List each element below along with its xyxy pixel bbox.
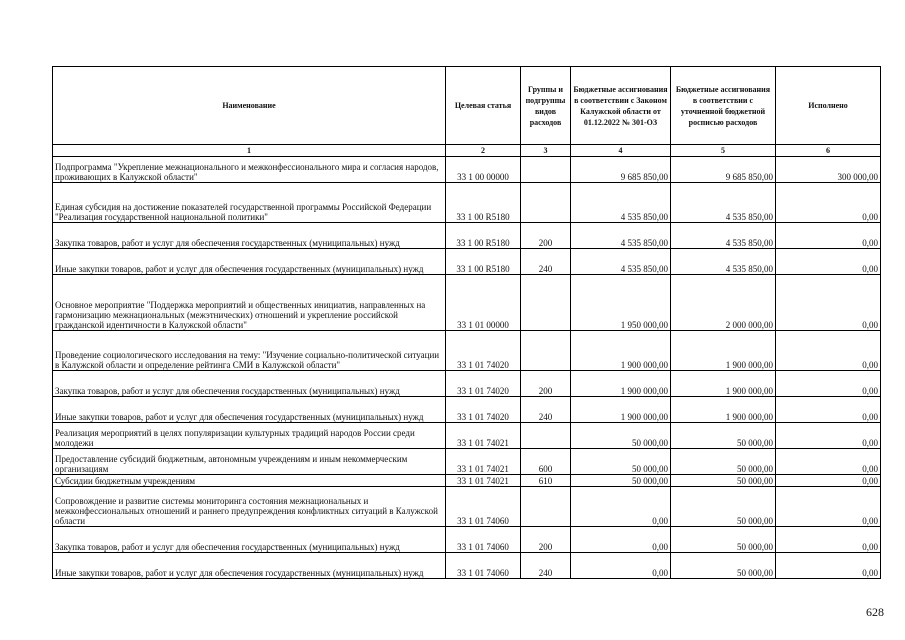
table-row <box>53 371 881 397</box>
row-executed: 0,00 <box>776 371 881 397</box>
row-law: 1 900 000,00 <box>571 371 671 397</box>
row-group: 240 <box>521 553 571 579</box>
row-schedule: 1 900 000,00 <box>671 371 776 397</box>
row-schedule: 4 535 850,00 <box>671 183 776 223</box>
row-schedule: 50 000,00 <box>671 487 776 527</box>
row-name: Закупка товаров, работ и услуг для обеспечения государственных (муниципальных) нужд <box>53 527 446 553</box>
column-numbers-row <box>53 145 881 157</box>
row-code: 33 1 01 00000 <box>446 275 521 331</box>
row-executed: 0,00 <box>776 475 881 487</box>
column-number: 6 <box>776 145 881 157</box>
header-executed: Исполнено <box>776 67 881 145</box>
row-schedule: 2 000 000,00 <box>671 275 776 331</box>
row-name: Проведение социологического исследования на тему: "Изучение социально-политической ситуации в Калужской области и определение рейтинга СМИ в Калужской области" <box>53 331 446 371</box>
row-code: 33 1 00 R5180 <box>446 183 521 223</box>
row-executed: 0,00 <box>776 449 881 475</box>
row-law: 0,00 <box>571 553 671 579</box>
table-row <box>53 157 881 183</box>
row-law: 1 950 000,00 <box>571 275 671 331</box>
row-code: 33 1 01 74060 <box>446 553 521 579</box>
row-code: 33 1 00 00000 <box>446 157 521 183</box>
row-law: 4 535 850,00 <box>571 249 671 275</box>
row-schedule: 50 000,00 <box>671 475 776 487</box>
table-header-row <box>53 67 881 145</box>
row-name: Предоставление субсидий бюджетным, автономным учреждениям и иным некоммерческим организациям <box>53 449 446 475</box>
budget-table <box>52 66 881 579</box>
table-row <box>53 249 881 275</box>
row-group <box>521 487 571 527</box>
header-law: Бюджетные ассигнования в соответствии с Законом Калужской области от 01.12.2022 № 301-ОЗ <box>571 67 671 145</box>
table-row <box>53 183 881 223</box>
table-row <box>53 275 881 331</box>
row-schedule: 50 000,00 <box>671 423 776 449</box>
row-code: 33 1 01 74021 <box>446 423 521 449</box>
row-name: Субсидии бюджетным учреждениям <box>53 475 446 487</box>
row-group: 200 <box>521 371 571 397</box>
row-executed: 0,00 <box>776 397 881 423</box>
row-executed: 0,00 <box>776 423 881 449</box>
column-number: 2 <box>446 145 521 157</box>
row-schedule: 50 000,00 <box>671 449 776 475</box>
row-executed: 0,00 <box>776 331 881 371</box>
row-schedule: 50 000,00 <box>671 527 776 553</box>
row-law: 4 535 850,00 <box>571 223 671 249</box>
header-name: Наименование <box>53 67 446 145</box>
row-code: 33 1 00 R5180 <box>446 249 521 275</box>
row-executed: 0,00 <box>776 527 881 553</box>
row-law: 9 685 850,00 <box>571 157 671 183</box>
row-group <box>521 331 571 371</box>
row-law: 50 000,00 <box>571 475 671 487</box>
table-row <box>53 423 881 449</box>
row-name: Реализация мероприятий в целях популяризации культурных традиций народов России среди молодежи <box>53 423 446 449</box>
row-code: 33 1 01 74021 <box>446 475 521 487</box>
row-executed: 0,00 <box>776 183 881 223</box>
row-group <box>521 423 571 449</box>
row-name: Подпрограмма "Укрепление межнационального и межконфессионального мира и согласия народов, проживающих в Калужской области" <box>53 157 446 183</box>
column-number: 3 <box>521 145 571 157</box>
row-code: 33 1 01 74020 <box>446 397 521 423</box>
table-row <box>53 553 881 579</box>
table-row <box>53 331 881 371</box>
row-executed: 0,00 <box>776 275 881 331</box>
table-row <box>53 397 881 423</box>
row-code: 33 1 01 74020 <box>446 331 521 371</box>
row-schedule: 4 535 850,00 <box>671 249 776 275</box>
row-executed: 0,00 <box>776 553 881 579</box>
row-law: 50 000,00 <box>571 449 671 475</box>
row-group: 610 <box>521 475 571 487</box>
row-code: 33 1 01 74060 <box>446 527 521 553</box>
table-row <box>53 475 881 487</box>
page-number: 628 <box>866 605 884 619</box>
row-group: 600 <box>521 449 571 475</box>
row-name: Иные закупки товаров, работ и услуг для обеспечения государственных (муниципальных) нужд <box>53 553 446 579</box>
row-schedule: 1 900 000,00 <box>671 331 776 371</box>
header-schedule: Бюджетные ассигнования в соответствии с уточненной бюджетной росписью расходов <box>671 67 776 145</box>
table-row <box>53 527 881 553</box>
row-group: 200 <box>521 527 571 553</box>
row-code: 33 1 01 74060 <box>446 487 521 527</box>
row-executed: 0,00 <box>776 249 881 275</box>
row-name: Иные закупки товаров, работ и услуг для обеспечения государственных (муниципальных) нужд <box>53 249 446 275</box>
column-number: 1 <box>53 145 446 157</box>
row-law: 4 535 850,00 <box>571 183 671 223</box>
row-name: Иные закупки товаров, работ и услуг для обеспечения государственных (муниципальных) нужд <box>53 397 446 423</box>
row-law: 1 900 000,00 <box>571 397 671 423</box>
row-schedule: 50 000,00 <box>671 553 776 579</box>
row-name: Основное мероприятие "Поддержка мероприятий и общественных инициатив, направленных на гармонизацию межнациональных (межэтнических) отношений и укрепление российской гражданской идентичности в Калужской области" <box>53 275 446 331</box>
row-executed: 0,00 <box>776 487 881 527</box>
row-law: 1 900 000,00 <box>571 331 671 371</box>
column-number: 4 <box>571 145 671 157</box>
row-executed: 0,00 <box>776 223 881 249</box>
header-groups: Группы и подгруппы видов расходов <box>521 67 571 145</box>
row-name: Сопровождение и развитие системы мониторинга состояния межнациональных и межконфессиональных отношений и раннего предупреждения конфликтных ситуаций в Калужской области <box>53 487 446 527</box>
row-name: Единая субсидия на достижение показателей государственной программы Российской Федерации "Реализация государственной национальной политики" <box>53 183 446 223</box>
row-group <box>521 183 571 223</box>
row-law: 50 000,00 <box>571 423 671 449</box>
row-name: Закупка товаров, работ и услуг для обеспечения государственных (муниципальных) нужд <box>53 223 446 249</box>
row-code: 33 1 00 R5180 <box>446 223 521 249</box>
header-target: Целевая статья <box>446 67 521 145</box>
row-group: 240 <box>521 249 571 275</box>
table-row <box>53 449 881 475</box>
table-row <box>53 223 881 249</box>
column-number: 5 <box>671 145 776 157</box>
row-schedule: 4 535 850,00 <box>671 223 776 249</box>
table-row <box>53 487 881 527</box>
row-law: 0,00 <box>571 487 671 527</box>
row-name: Закупка товаров, работ и услуг для обеспечения государственных (муниципальных) нужд <box>53 371 446 397</box>
row-group <box>521 275 571 331</box>
row-code: 33 1 01 74020 <box>446 371 521 397</box>
row-executed: 300 000,00 <box>776 157 881 183</box>
row-code: 33 1 01 74021 <box>446 449 521 475</box>
row-law: 0,00 <box>571 527 671 553</box>
row-group: 200 <box>521 223 571 249</box>
row-group <box>521 157 571 183</box>
row-schedule: 9 685 850,00 <box>671 157 776 183</box>
row-schedule: 1 900 000,00 <box>671 397 776 423</box>
row-group: 240 <box>521 397 571 423</box>
